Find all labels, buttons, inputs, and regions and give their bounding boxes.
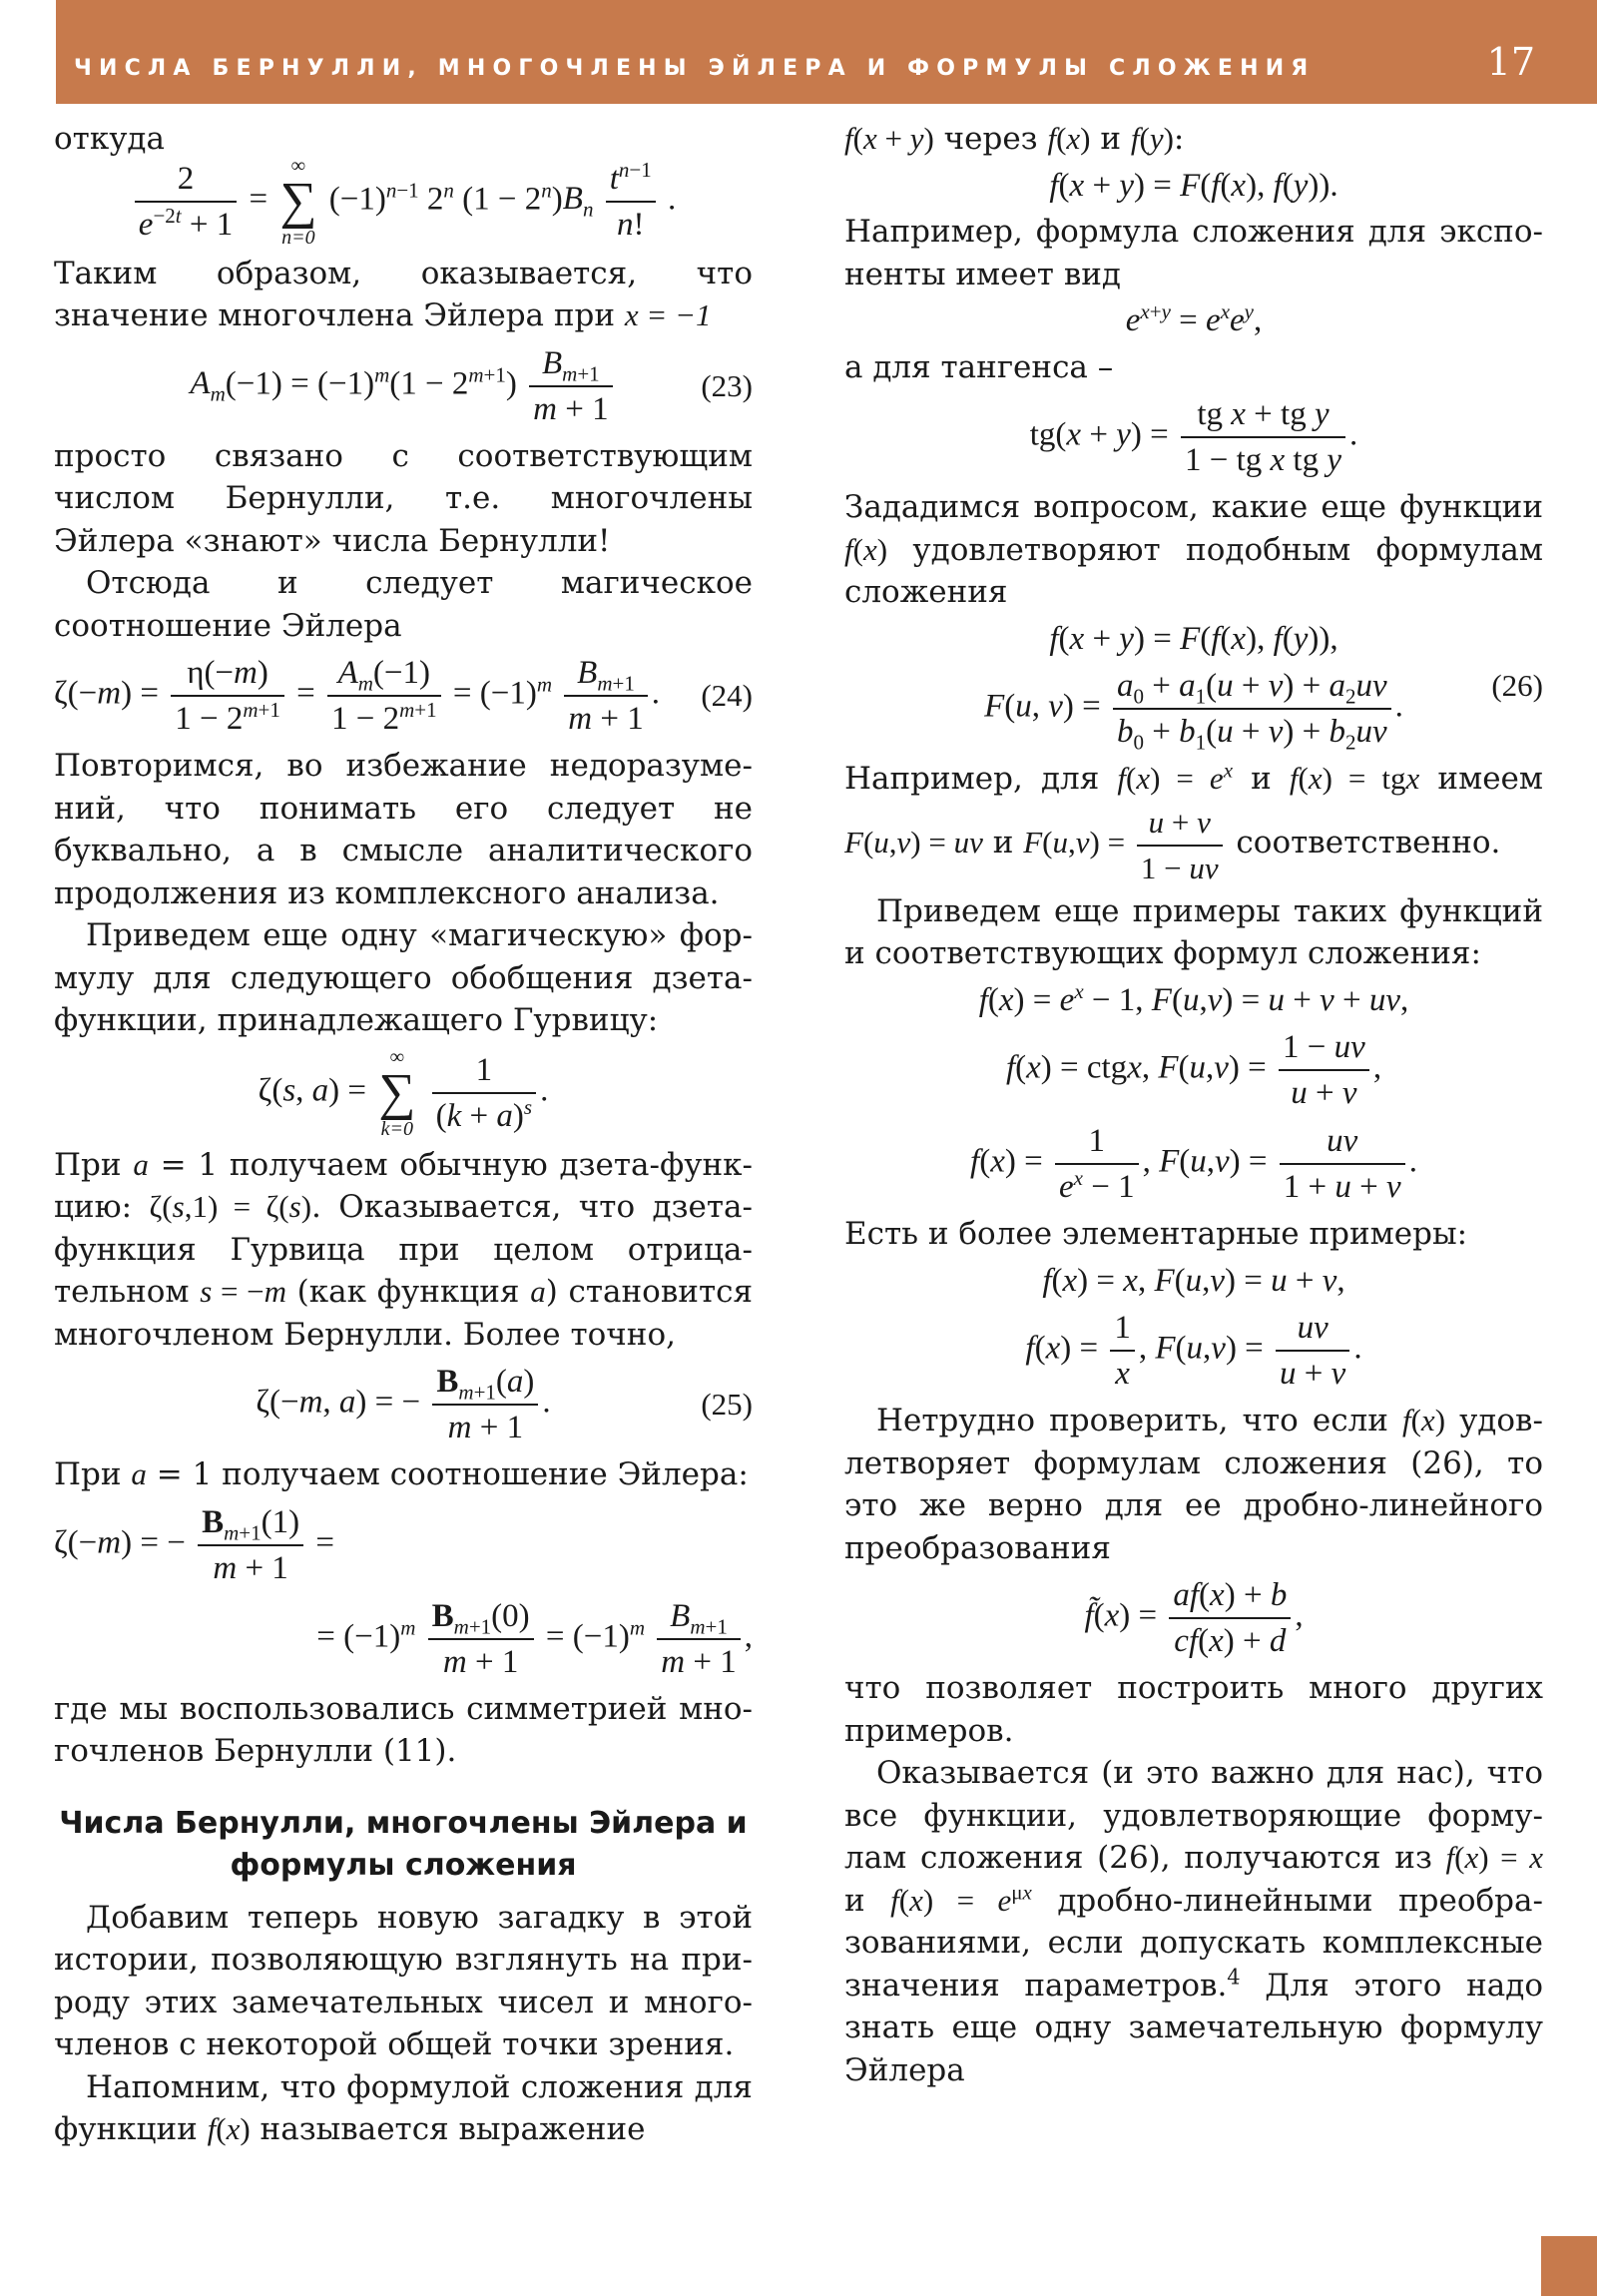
paragraph: Нетрудно проверить, что если f(x) удовлетворяет формулам сложения (26), то это же верно для ее дробно-линейного преобразования [844, 1403, 1543, 1566]
formula-24: ζ(−m) = $\frac{\eta(-m)}{1 - 2^{m+1}}$ = $\frac{A_m(-1)}{1 - 2^{m+1}}$ = $(-1)^m$ $\frac{B_{m+1}}{m + 1}$ . (24) [54, 651, 753, 741]
equation-number: (24) [701, 677, 753, 713]
paragraph: Зададимся вопросом, какие еще функции f(x) удовлетворяют подобным формулам сложения [844, 489, 1543, 610]
paragraph: откуда [54, 121, 165, 157]
formula-exponent: $e^{x+y} = e^xe^y$, [1125, 299, 1263, 338]
formula-addition-general: f(x + y) = F(f(x), f(y)). [1049, 167, 1338, 204]
corner-tab [1541, 2236, 1597, 2296]
paragraph: Таким образом, оказывается, что значение многочлена Эйлера при x = −1 [54, 255, 753, 333]
paragraph: При a = 1 получаем соотношение Эйлера: [54, 1456, 749, 1492]
formula-generating-function: $\frac{2}{e^{-2t} + 1}$ = ∞ ∑ n=0 $(-1)^{n-1}$ 2$^n$ $(1 - 2^n)B_n$ $\frac{t^{n-1}}{n!}$ . [54, 155, 753, 249]
formula-26-block [844, 618, 1543, 755]
running-header-title: ЧИСЛА БЕРНУЛЛИ, МНОГОЧЛЕНЫ ЭЙЛЕРА И ФОРМУЛЫ СЛОЖЕНИЯ [74, 56, 1316, 81]
formula-23: $A_m(-1) = (-1)^m(1 - 2^{m+1})$ $\frac{B_{m+1}}{m + 1}$ (23) [54, 341, 753, 431]
paragraph: Приведем еще примеры таких функций и соответствующих формул сложения: [844, 892, 1543, 971]
running-header [56, 0, 1597, 104]
formula-mobius: f̃(x) = $\frac{af(x) + b}{cf(x) + d}$ , [844, 1573, 1543, 1663]
paragraph: Приведем еще одну «магическую» формулу для следующего обобщения дзета-функции, принадлежащего Гурвицу: [54, 917, 753, 1038]
paragraph: просто связано с соответствующим числом Бернулли, т.е. многочлены Эйлера «знают» числа Бернулли! [54, 437, 753, 559]
formula-elementary-1: f(x) = x, F(u,v) = u + v, [1042, 1262, 1345, 1299]
formula-tangent: tg(x + y) = $\frac{\text{tg x + tg y}}{\text{1 − tg x tg y}}$ . [844, 392, 1543, 482]
equation-number: (23) [701, 367, 753, 403]
formula-elementary-2: f(x) = $\frac{1}{x}$ , F(u,v) = $\frac{uv}{u + v}$ . [844, 1306, 1543, 1396]
formula-26-line1: f(x + y) = F(f(x), f(y)), [1049, 620, 1338, 657]
equation-number: (26) [1491, 667, 1543, 703]
formula-25: ζ(−m, a) = − $\frac{B_{m+1}(a)}{m + 1}$ . (25) [54, 1360, 753, 1449]
paragraph: Оказывается (и это важно для нас), что все функции, удовлетворяющие формулам сложения (26), получаются из f(x) = x и $f(x) = e^{\mu x}$ дробно-линейными преобразованиями, если допускать комплексные значения параметров.$^4$ Для этого надо знать еще одну замечательную формулу Эйлера [844, 1755, 1544, 2088]
paragraph: Отсюда и следует магическое соотношение Эйлера [54, 565, 753, 644]
paragraph: Есть и более элементарные примеры: [844, 1216, 1468, 1252]
formula-example-2: f(x) = ctgx, F(u,v) = $\frac{1 - uv}{u + v}$ , [844, 1025, 1543, 1115]
formula-euler-relation-2: = $(-1)^m$ $\frac{B_{m+1}(0)}{m + 1}$ = $(-1)^m$ $\frac{B_{m+1}}{m + 1}$ , [54, 1594, 753, 1684]
paragraph: Добавим теперь новую загадку в этой истории, позволяющую взглянуть на природу этих замечательных чисел и многочленов с некоторой общей точки зрения. [54, 1899, 753, 2062]
paragraph: Напомним, что формулой сложения для функции f(x) называется выражение [54, 2068, 753, 2147]
equation-number: (25) [701, 1386, 753, 1422]
formula-hurwitz-zeta: ζ(s, a) = ∞ ∑ k=0 $\frac{1}{(k + a)^s}$ . [258, 1045, 549, 1140]
formula-euler-relation-1: ζ(−m) = − $\frac{B_{m+1}(1)}{m + 1}$ = [54, 1500, 753, 1590]
paragraph: При a = 1 получаем обычную дзета-функцию: ζ(s,1) = ζ(s). Оказывается, что дзета-функция Гурвица при целом отрицательном s = −m (как функция a) становится многочленом Бернулли. Более точно, [54, 1146, 754, 1353]
page-number: 17 [1486, 40, 1535, 84]
paragraph: Повторимся, во избежание недоразумений, что понимать его следует не буквально, а в смысле аналитического продолжения из комплексного анализа. [54, 748, 753, 911]
left-column [54, 118, 753, 2151]
paragraph: что позволяет построить много других примеров. [844, 1670, 1543, 1749]
right-column [844, 118, 1543, 2091]
paragraph: Например, формула сложения для экспоненты имеет вид [844, 214, 1543, 292]
formula-example-1: $f(x) = e^x - 1$, F(u,v) = u + v + uv, [978, 978, 1409, 1018]
paragraph: f(x + y) через f(x) и f(y): [844, 121, 1185, 157]
section-heading: Числа Бернулли, многочлены Эйлера и формулы сложения [59, 1805, 748, 1883]
paragraph: где мы воспользовались симметрией многочленов Бернулли (11). [54, 1690, 753, 1769]
footnote-mark[interactable]: 4 [1227, 1965, 1241, 1990]
formula-example-3: f(x) = $\frac{1}{e^x - 1}$ , F(u,v) = $\frac{uv}{1 + u + v}$ . [844, 1119, 1543, 1209]
formula-26-line2: F(u, v) = $\frac{a_0 + a_1(u + v) + a_2uv}{b_0 + b_1(u + v) + b_2uv}$ . [984, 668, 1403, 755]
paragraph: а для тангенса – [844, 348, 1114, 385]
paragraph: Например, для $f(x) = e^x$ и f(x) = tgx имеем F(u,v) = uv и F(u,v) = $\frac{u + v}{1 - uv}$ соответственно. [844, 758, 1543, 890]
